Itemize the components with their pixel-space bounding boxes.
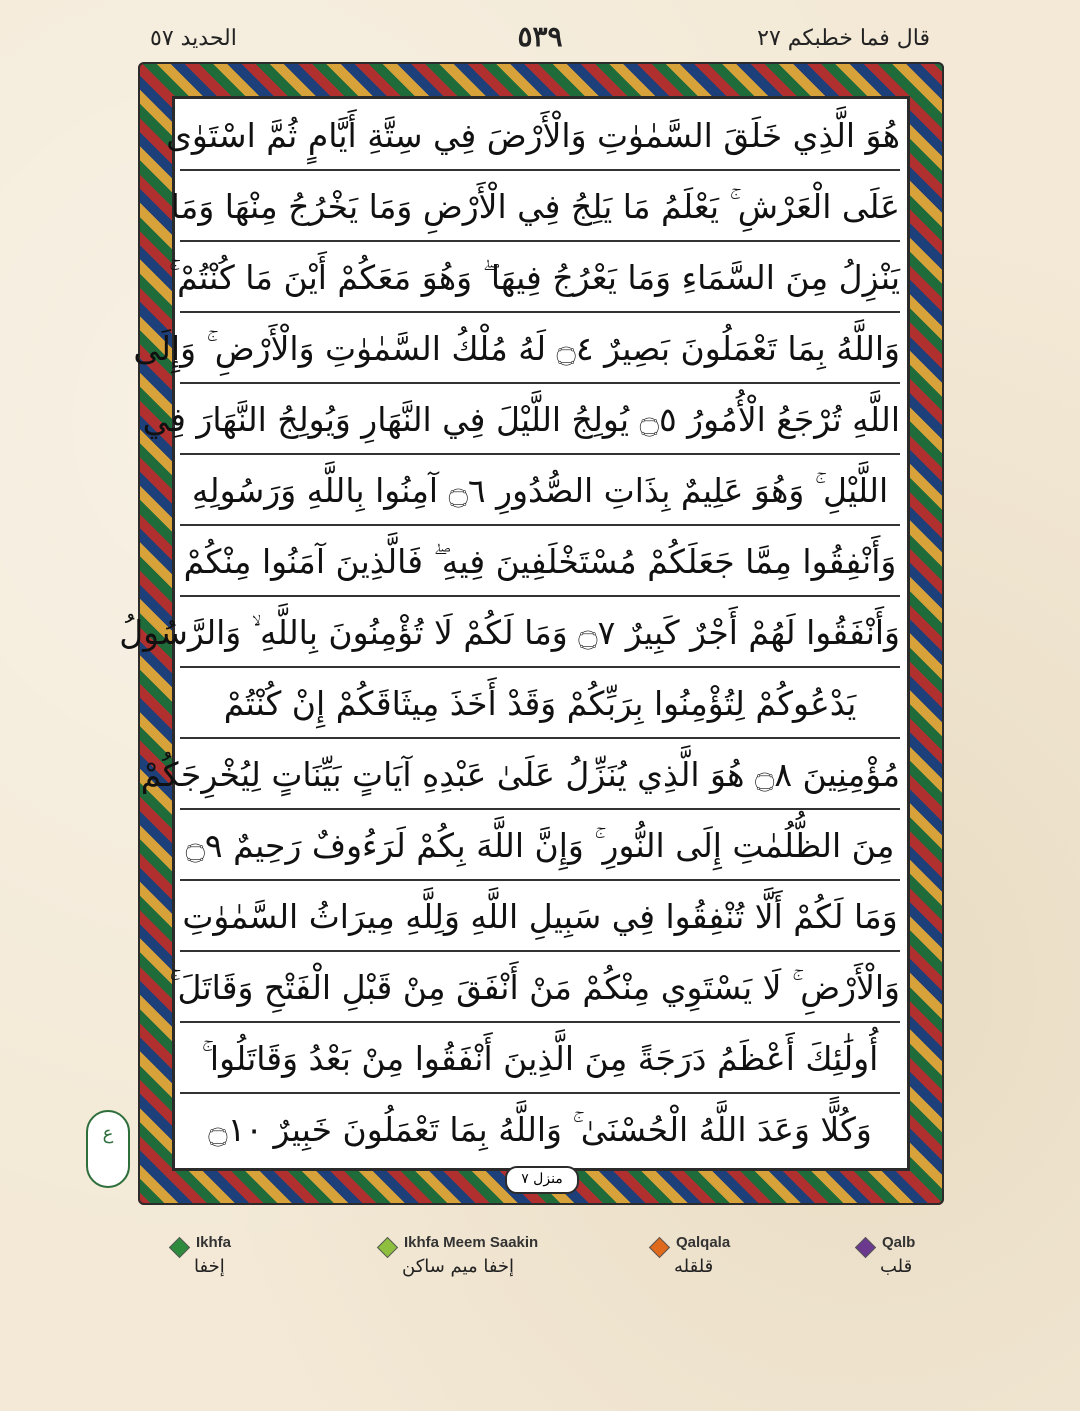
text-line-2: عَلَى الْعَرْشِ ۚ يَعْلَمُ مَا يَلِجُ فِي الْأَرْضِ وَمَا يَخْرُجُ مِنْهَا وَمَا — [180, 171, 900, 242]
surah-name: الحديد ٥٧ — [150, 26, 237, 51]
text-line-3: يَنْزِلُ مِنَ السَّمَاءِ وَمَا يَعْرُجُ فِيهَا ۖ وَهُوَ مَعَكُمْ أَيْنَ مَا كُنْتُمْ ۚ — [180, 242, 900, 313]
legend-item-ikhfa-meem-saakin — [380, 1234, 600, 1294]
page-header — [150, 20, 930, 60]
manzil-marker: منزل ٧ — [505, 1166, 579, 1194]
text-line-9: يَدْعُوكُمْ لِتُؤْمِنُوا بِرَبِّكُمْ وَقَدْ أَخَذَ مِيثَاقَكُمْ إِنْ كُنْتُمْ — [180, 668, 900, 739]
text-line-6: اللَّيْلِ ۚ وَهُوَ عَلِيمٌ بِذَاتِ الصُّدُورِ ۝٦ آمِنُوا بِاللَّهِ وَرَسُولِهِ — [180, 455, 900, 526]
text-panel — [119, 100, 900, 1165]
text-line-8: وَأَنْفَقُوا لَهُمْ أَجْرٌ كَبِيرٌ ۝٧ وَمَا لَكُمْ لَا تُؤْمِنُونَ بِاللَّهِ ۙ وَالرَّسُولُ — [180, 597, 900, 668]
text-line-5: اللَّهِ تُرْجَعُ الْأُمُورُ ۝٥ يُولِجُ اللَّيْلَ فِي النَّهَارِ وَيُولِجُ النَّهَارَ فِي — [180, 384, 900, 455]
legend-arabic: إخفا ميم ساكن — [402, 1256, 515, 1277]
text-line-10: مُؤْمِنِينَ ۝٨ هُوَ الَّذِي يُنَزِّلُ عَلَىٰ عَبْدِهِ آيَاتٍ بَيِّنَاتٍ لِيُخْرِجَكُمْ — [180, 739, 900, 810]
legend-item-ikhfa — [172, 1234, 332, 1294]
text-line-14: أُولَٰئِكَ أَعْظَمُ دَرَجَةً مِنَ الَّذِينَ أَنْفَقُوا مِنْ بَعْدُ وَقَاتَلُوا ۚ — [180, 1023, 900, 1094]
legend-item-qalb — [858, 1234, 978, 1294]
text-line-15: وَكُلًّا وَعَدَ اللَّهُ الْحُسْنَىٰ ۚ وَاللَّهُ بِمَا تَعْمَلُونَ خَبِيرٌ ۝١٠ — [208, 1110, 872, 1149]
legend-label: Ikhfa — [196, 1234, 232, 1251]
legend-label: Qalb — [882, 1234, 916, 1251]
legend-item-qalqala — [652, 1234, 802, 1294]
tajweed-legend — [0, 1234, 1080, 1304]
page-number: ٥٣٩ — [517, 20, 563, 53]
text-line-1: هُوَ الَّذِي خَلَقَ السَّمٰوٰتِ وَالْأَرْضَ فِي سِتَّةِ أَيَّامٍ ثُمَّ اسْتَوٰى — [180, 100, 900, 171]
text-line-12: وَمَا لَكُمْ أَلَّا تُنْفِقُوا فِي سَبِيلِ اللَّهِ وَلِلَّهِ مِيرَاثُ السَّمٰوٰتِ — [180, 881, 900, 952]
legend-label: Ikhfa Meem Saakin — [404, 1234, 539, 1251]
diamond-icon — [649, 1237, 670, 1258]
ruku-marker: ع — [86, 1110, 130, 1188]
juz-name: قال فما خطبكم ٢٧ — [757, 26, 930, 51]
diamond-icon — [377, 1237, 398, 1258]
legend-arabic: قلقله — [674, 1256, 714, 1277]
text-line-4: وَاللَّهُ بِمَا تَعْمَلُونَ بَصِيرٌ ۝٤ لَهُ مُلْكُ السَّمٰوٰتِ وَالْأَرْضِ ۚ وَإِلَى — [180, 313, 900, 384]
legend-label: Qalqala — [676, 1234, 731, 1251]
legend-arabic: إخفا — [194, 1256, 225, 1277]
text-line-7: وَأَنْفِقُوا مِمَّا جَعَلَكُمْ مُسْتَخْلَفِينَ فِيهِ ۖ فَالَّذِينَ آمَنُوا مِنْكُمْ — [180, 526, 900, 597]
diamond-icon — [855, 1237, 876, 1258]
text-line-13: وَالْأَرْضِ ۚ لَا يَسْتَوِي مِنْكُمْ مَنْ أَنْفَقَ مِنْ قَبْلِ الْفَتْحِ وَقَاتَلَ ۚ — [180, 952, 900, 1023]
legend-arabic: قلب — [880, 1256, 913, 1277]
text-line-11: مِنَ الظُّلُمٰتِ إِلَى النُّورِ ۚ وَإِنَّ اللَّهَ بِكُمْ لَرَءُوفٌ رَحِيمٌ ۝٩ — [180, 810, 900, 881]
diamond-icon — [169, 1237, 190, 1258]
